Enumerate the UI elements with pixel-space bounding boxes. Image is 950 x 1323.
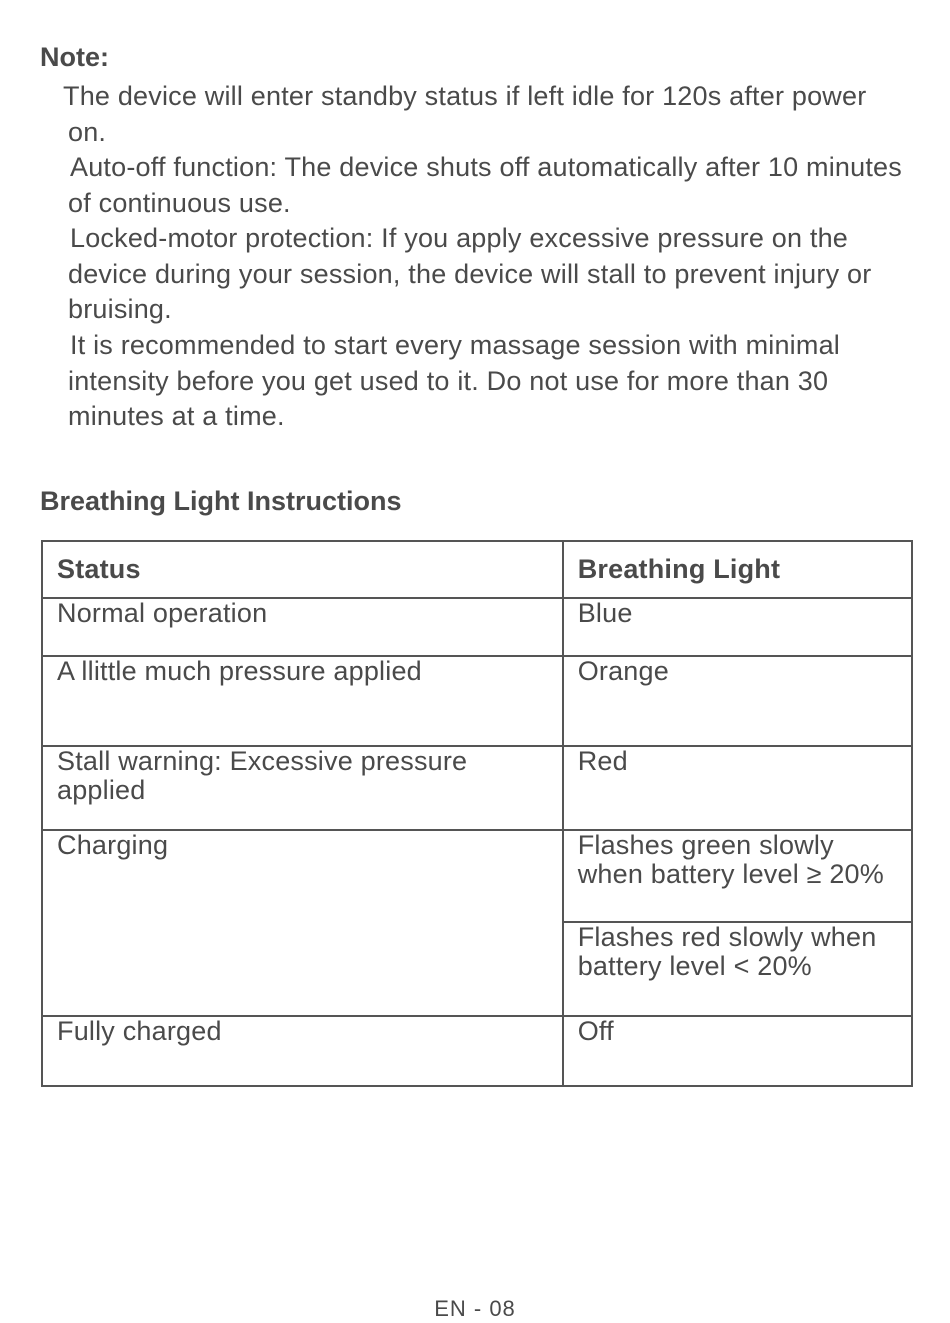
table-row — [42, 746, 912, 830]
table-row — [42, 656, 912, 746]
note-paragraph-locked-motor: Locked-motor protection: If you apply excessive pressure on the device during your session, the device will stall to prevent injury or bruising. — [68, 223, 872, 324]
header-status: Status — [42, 541, 563, 598]
note-title: Note: — [40, 42, 109, 72]
light-cell: Red — [563, 746, 912, 830]
status-cell: Stall warning: Excessive pressure applied — [42, 746, 563, 830]
page-number: EN - 08 — [434, 1296, 516, 1321]
table-row — [42, 598, 912, 656]
light-cell: Flashes green slowly when battery level ≥ 20% — [563, 830, 912, 922]
light-cell: Blue — [563, 598, 912, 656]
table-row — [42, 1016, 912, 1086]
table-row — [42, 830, 912, 922]
light-cell: Flashes red slowly when battery level < 20% — [563, 922, 912, 1016]
note-paragraph-auto-off: Auto-off function: The device shuts off automatically after 10 minutes of continuous use. — [68, 152, 902, 218]
light-cell: Orange — [563, 656, 912, 746]
status-cell: Charging — [42, 830, 563, 1016]
breathing-light-table — [41, 540, 913, 1087]
note-paragraph-standby: The device will enter standby status if left idle for 120s after power on. — [63, 81, 867, 147]
section-title: Breathing Light Instructions — [40, 486, 402, 516]
status-cell: Fully charged — [42, 1016, 563, 1086]
status-cell: Normal operation — [42, 598, 563, 656]
light-cell: Off — [563, 1016, 912, 1086]
header-breathing-light: Breathing Light — [563, 541, 912, 598]
table-header-row — [42, 541, 912, 598]
status-cell: A llittle much pressure applied — [42, 656, 563, 746]
note-paragraph-recommendation: It is recommended to start every massage session with minimal intensity before you get used to it. Do not use for more than 30 minutes at a time. — [68, 330, 840, 431]
